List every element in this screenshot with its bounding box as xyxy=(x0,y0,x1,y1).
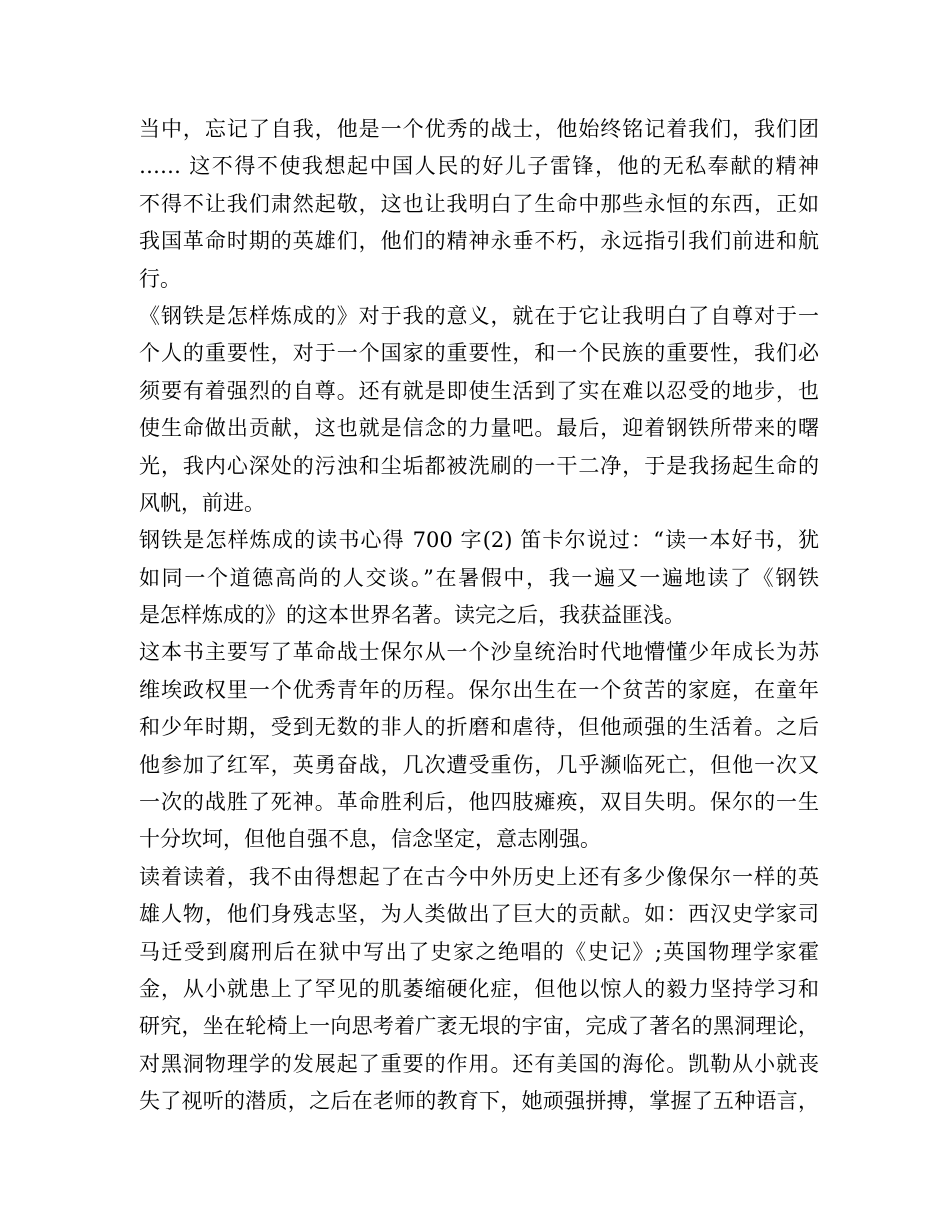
text-line: 十分坎坷，但他自强不息，信念坚定，意志刚强。 xyxy=(139,827,601,852)
text-line: 这本书主要写了革命战士保尔从一个沙皇统治时代地懵懂少年成长为苏 xyxy=(139,640,819,665)
text-line: 钢铁是怎样炼成的读书心得 700 字(2) 笛卡尔说过：“读一本好书，犹 xyxy=(139,528,819,553)
text-line: 金，从小就患上了罕见的肌萎缩硬化症，但他以惊人的毅力坚持学习和 xyxy=(139,976,819,1001)
text-line: 使生命做出贡献，这也就是信念的力量吧。最后，迎着钢铁所带来的曙 xyxy=(139,416,819,441)
text-line: 维埃政权里一个优秀青年的历程。保尔出生在一个贫苦的家庭，在童年 xyxy=(139,677,819,702)
text-line: 不得不让我们肃然起敬，这也让我明白了生命中那些永恒的东西，正如 xyxy=(139,191,819,216)
text-line: 研究，坐在轮椅上一向思考着广袤无垠的宇宙，完成了著名的黑洞理论， xyxy=(139,1014,819,1039)
text-line: 如同一个道德高尚的人交谈。”在暑假中，我一遍又一遍地读了《钢铁 xyxy=(139,565,819,590)
text-line: 一次的战胜了死神。革命胜利后，他四肢瘫痪，双目失明。保尔的一生 xyxy=(139,790,819,815)
text-line: 对黑洞物理学的发展起了重要的作用。还有美国的海伦。凯勒从小就丧 xyxy=(139,1051,819,1076)
text-line: 读着读着，我不由得想起了在古今中外历史上还有多少像保尔一样的英 xyxy=(139,864,819,889)
text-line: …… 这不得不使我想起中国人民的好儿子雷锋，他的无私奉献的精神 xyxy=(139,154,819,179)
text-line: 《钢铁是怎样炼成的》对于我的意义，就在于它让我明白了自尊对于一 xyxy=(139,303,819,328)
text-line: 我国革命时期的英雄们，他们的精神永垂不朽，永远指引我们前进和航 xyxy=(139,229,819,254)
text-line: 是怎样炼成的》的这本世界名著。读完之后，我获益匪浅。 xyxy=(139,603,685,628)
text-line: 和少年时期，受到无数的非人的折磨和虐待，但他顽强的生活着。之后 xyxy=(139,715,819,740)
text-line: 光，我内心深处的污浊和尘垢都被洗刷的一干二净，于是我扬起生命的 xyxy=(139,453,819,478)
text-line: 他参加了红军，英勇奋战，几次遭受重伤，几乎濒临死亡，但他一次又 xyxy=(139,752,819,777)
text-line: 个人的重要性，对于一个国家的重要性，和一个民族的重要性，我们必 xyxy=(139,341,819,366)
text-line: 失了视听的潜质，之后在老师的教育下，她顽强拼搏，掌握了五种语言， xyxy=(139,1089,819,1114)
text-line: 风帆，前进。 xyxy=(139,490,265,515)
text-line: 马迁受到腐刑后在狱中写出了史家之绝唱的《史记》;英国物理学家霍 xyxy=(139,939,819,964)
text-line: 雄人物，他们身残志坚，为人类做出了巨大的贡献。如：西汉史学家司 xyxy=(139,902,819,927)
document-body xyxy=(139,111,819,1121)
text-line: 行。 xyxy=(139,266,181,291)
text-line: 须要有着强烈的自尊。还有就是即使生活到了实在难以忍受的地步，也 xyxy=(139,378,819,403)
text-line: 当中，忘记了自我，他是一个优秀的战士，他始终铭记着我们，我们团 xyxy=(139,117,819,141)
